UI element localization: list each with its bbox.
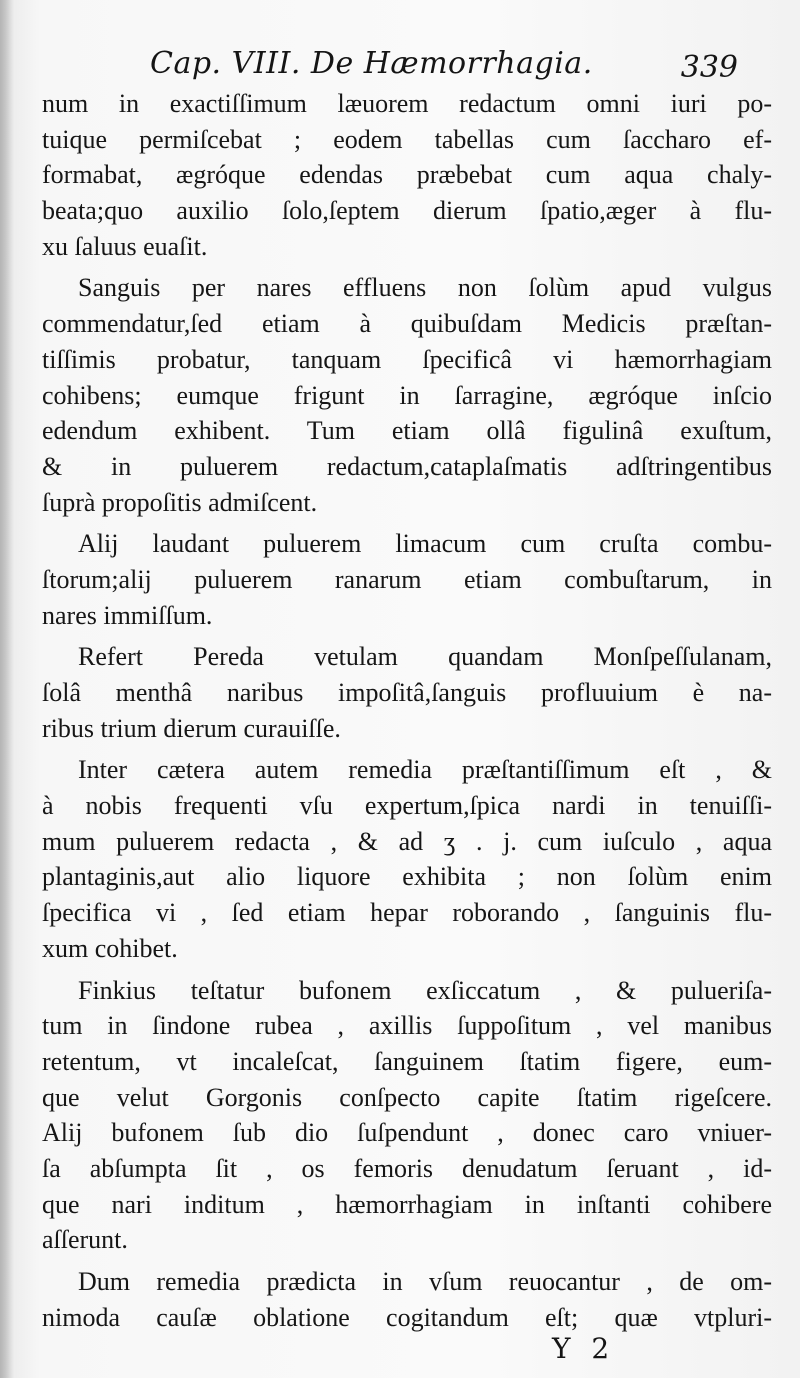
text-line: que velut Gorgonis conſpecto capite ſtatim rigeſcere. [42,1082,772,1112]
paragraph-6 [42,973,772,1259]
signature-mark: Y 2 [552,1332,616,1365]
text-line: cohibens; eumque frigunt in ſarragine, ægróque inſcio [42,380,772,410]
text-line: tiſſimis probatur, tanquam ſpecificâ vi hæmorrhagiam [42,344,772,374]
text-line: tuique permiſcebat ; eodem tabellas cum ſaccharo ef- [42,124,772,154]
text-line: Sanguis per nares effluens non ſolùm apud vulgus [78,273,772,303]
text-line: ſa abſumpta ſit , os femoris denudatum ſeruant , id- [42,1153,772,1183]
text-line: & in puluerem redactum,cataplaſmatis adſtringentibus [42,451,772,481]
text-line: ſolâ menthâ naribus impoſitâ,ſanguis profluuium è na- [42,678,772,707]
text-line: Finkius teſtatur bufonem exſiccatum , & pulueriſa- [78,975,772,1005]
text-line: xu ſaluus euaſit. [42,231,208,261]
text-line: Alij bufonem ſub dio ſuſpendunt , donec caro vniuer- [42,1118,772,1148]
paragraph-5 [42,752,772,966]
text-line: aſſerunt. [42,1225,128,1255]
paragraph-4 [42,639,772,746]
text-line: nares immiſſum. [42,600,213,630]
text-line: à nobis frequenti vſu expertum,ſpica nardi in tenuiſſi- [42,791,772,821]
gutter-shadow [0,0,14,1378]
text-line: xum cohibet. [42,933,178,963]
page-number: 339 [680,50,738,85]
text-line: beata;quo auxilio ſolo,ſeptem dierum ſpatio,æger à flu- [42,196,772,226]
text-line: edendum exhibent. Tum etiam ollâ figulinâ exuſtum, [42,416,772,446]
text-line: num in exactiſſimum læuorem redactum omni iuri po- [42,89,772,118]
text-line: ſpecifica vi , ſed etiam hepar roborando , ſanguinis flu- [42,898,772,928]
text-line: tum in ſindone rubea , axillis ſuppoſitum , vel manibus [42,1011,772,1041]
paragraph-2 [42,270,772,520]
text-line: Alij laudant puluerem limacum cum cruſta combu- [78,529,772,559]
paragraph-3 [42,526,772,633]
text-line: que nari inditum , hæmorrhagiam in inſtanti cohibere [42,1189,772,1219]
text-line: retentum, vt incaleſcat, ſanguinem ſtatim figere, eum- [42,1046,772,1076]
text-line: Inter cætera autem remedia præſtantiſſimum eſt , & [78,755,772,785]
text-line: ribus trium dierum curauiſſe. [42,713,341,743]
paragraph-1 [42,86,772,264]
text-line: ſuprà propoſitis admiſcent. [42,487,318,517]
text-line: nimoda cauſæ oblatione cogitandum eſt; quæ vtpluri- [42,1302,772,1332]
text-line: mum puluerem redacta , & ad ʒ . j. cum iuſculo , aqua [42,826,772,856]
text-line: formabat, ægróque edendas præbebat cum aqua chaly- [42,160,772,190]
text-line: ſtorum;alij puluerem ranarum etiam combuſtarum, in [42,564,772,594]
text-line: Dum remedia prædicta in vſum reuocantur , de om- [78,1267,772,1296]
text-line: commendatur,ſed etiam à quibuſdam Medicis præſtan- [42,309,772,339]
paragraph-7 [42,1264,772,1335]
text-line: plantaginis,aut alio liquore exhibita ; non ſolùm enim [42,862,772,892]
text-line: Refert Pereda vetulam quandam Monſpeſſulanam, [78,642,772,672]
running-head: Cap. VIII. De Hæmorrhagia. [150,46,593,81]
body-text [42,86,772,1341]
